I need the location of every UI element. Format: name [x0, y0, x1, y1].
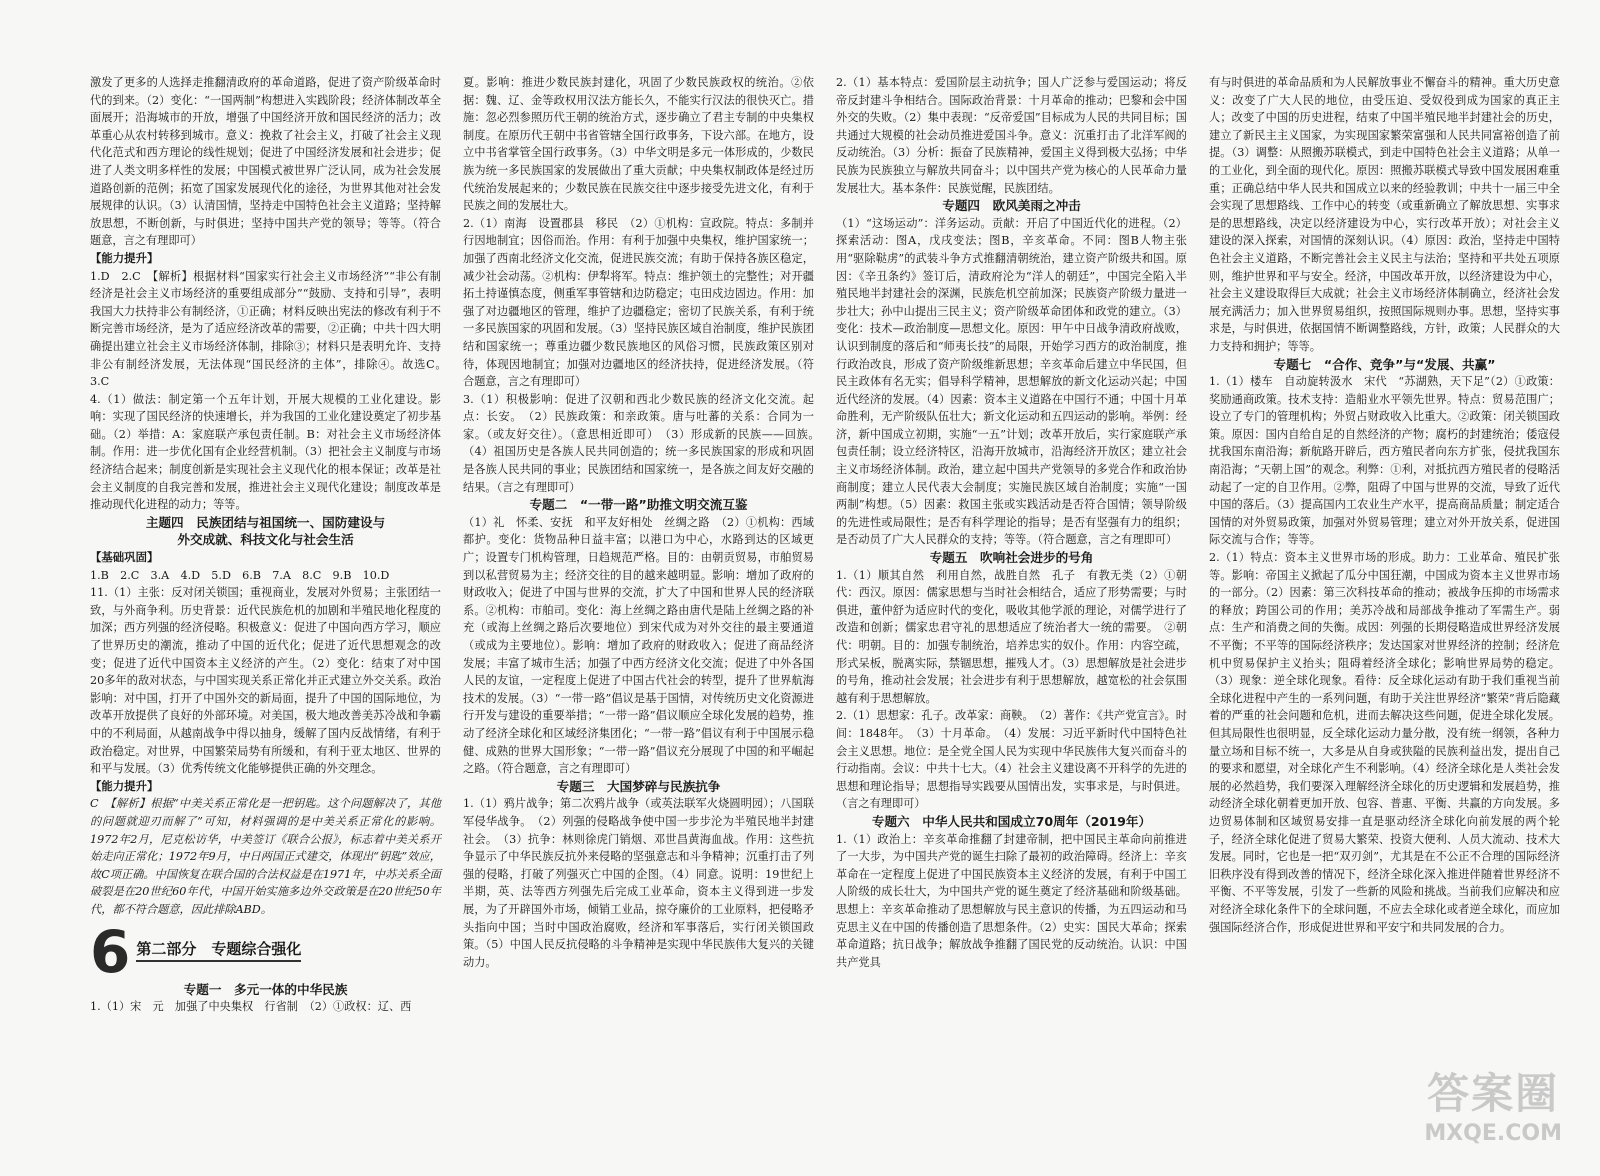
paragraph: 激发了更多的人选择走推翻清政府的革命道路，促进了资产阶级革命时代的到来。（2）变化：“一国两制”构想进入实践阶段；经济体制改革全面展开；沿海城市的开放，增强了中国经济开放和国民经济的活力；改革重心从农村转移到城市。意义：挽救了社会主义，打破了社会主义现代化范式和西方理论的线性规划；促进了中国经济发展和社会进步；促进了人类文明多样性的发展；中国模式被世界广泛认同，成为社会发展道路创新的范例；拓宽了国家发展现代化的途径，为世界其他对社会发展规律的认识。（3）认清国情，坚持走中国特色社会主义道路；坚持解放思想，不断创新，与时俱进；坚持中国共产党的领导；等等。（符合题意，言之有理即可）	[90, 76, 441, 248]
column-4	[1209, 74, 1560, 1136]
paragraph: （1）“这场运动”：洋务运动。贡献：开启了中国近代化的进程。（2）探索活动：图A，戊戌变法；图B，辛亥革命。不同：图B人物主张用“驱除鞑虏”的武装斗争方式推翻清朝统治，建立资产阶级共和国。原因：《辛丑条约》签订后，清政府沦为“洋人的朝廷”，中国完全陷入半殖民地半封建社会的深渊，民族危机空前加深；民族资产阶级力量进一步壮大；孙中山提出三民主义；资产阶级革命团体和政党的建立。（3）变化：技术—政治制度—思想文化。原因：甲午中日战争清政府战败，认识到制度的落后和“师夷长技”的局限，开始学习西方的政治制度，推行政治改良，形成了资产阶级维新思想；辛亥革命后建立中华民国，但民主政体有名无实；倡导科学精神，思想解放的新文化运动兴起；中国近代经济的发展。（4）因素：资本主义道路在中国行不通；中国十月革命胜利，无产阶级队伍壮大；新文化运动和五四运动的影响。举例：经济，新中国成立初期，实施“一五”计划；改革开放后，实行家庭联产承包责任制；设立经济特区，沿海开放城市，沿海经济开放区；建立社会主义市场经济体制。政治，建立起中国共产党领导的多党合作和政治协商制度；建立人民代表大会制度；实施民族区域自治制度；实施“一国两制”构想。（5）因素：救国主张或实践活动是否符合国情；领导阶级的先进性或局限性；是否有科学理论的指导；是否有坚强有力的组织；是否动员了广大人民群众的支持；等等。（符合题意，言之有理即可）	[836, 216, 1187, 547]
topic-heading: 专题五 吹响社会进步的号角	[929, 550, 1094, 566]
watermark-url: MXQE.COM	[1424, 1121, 1562, 1146]
topic-heading: 专题四 欧风美雨之冲击	[942, 198, 1081, 214]
paragraph: 11.（1）主张：反对闭关锁国；重视商业，发展对外贸易；主张团结一致，与外商争利。历史背景：近代民族危机的加剧和半殖民地化程度的加深；西方列强的经济侵略。积极意义：促进了中国向西方学习，顺应了世界历史的潮流，推动了中国的近代化；促进了近代思想观念的改变；促进了近代中国资本主义经济的产生。（2）变化：结束了对中国20多年的敌对状态，与中国实现关系正常化并正式建立外交关系。政治影响：对中国，打开了中国外交的新局面，提升了中国的国际地位，为改革开放提供了良好的外部环境。对美国，极大地改善美苏冷战和争霸中的不利局面，从越南战争中得以抽身，缓解了国内反战情绪，有利于政治稳定。对世界，中国繁荣局势有所缓和，有利于亚太地区、世界的和平与发展。（3）优秀传统文化能够提供正确的外交理念。	[90, 586, 441, 776]
paragraph: 1.（1）顺其自然 利用自然，战胜自然 孔子 有教无类（2）①朝代：西汉。原因：儒家思想与当时社会相结合，适应了形势需要；与时俱进，董仲舒为适应时代的变化，吸收其他学派的理论，对儒学进行了改造和创新；儒家忠君守礼的思想适应了统治者大一统的需要。 ②朝代：明朝。目的：加强专制统治，培养忠实的奴仆。作用：内容空疏，形式呆板，脱离实际，禁锢思想，摧残人才。（3）思想解放是社会进步的号角，推动社会发展；社会进步有利于思想解放，越宽松的社会氛围越有利于思想解放。	[836, 568, 1187, 705]
part-number: 6	[90, 917, 131, 986]
paragraph: 夏。影响：推进少数民族封建化，巩固了少数民族政权的统治。②依据：魏、辽、金等政权用汉法方能长久，不能实行汉法的很快灭亡。措施：忽必烈参照历代王朝的统治方式，逐步确立了君主专制的中央集权制度。在原历代王朝中书省管辖全国行政事务，下设六部。在地方，设立中书省掌管全国行政事务。（3）中华文明是多元一体形成的，少数民族为统一多民族国家的发展做出了重大贡献；中央集权制政体是经过历代统治发展起来的；少数民族在民族交往中逐步接受先进文化，有利于民族之间的发展壮大。	[463, 76, 814, 213]
answer-key: 1.B 2.C 3.A 4.D 5.D 6.B 7.A 8.C 9.B 10.D	[90, 568, 390, 582]
section-label: 【能力提升】	[90, 250, 159, 265]
theme-heading-line2: 外交成就、科技文化与社会生活	[177, 532, 354, 548]
topic-heading: 专题二 “一带一路”助推文明交流互鉴	[529, 497, 748, 513]
topic-heading: 专题一 多元一体的中华民族	[183, 981, 348, 997]
part-banner	[90, 917, 441, 986]
paragraph: 2.（1）思想家：孔子。改革家：商鞅。 （2）著作：《共产党宣言》。时间：1848年。 （3）十月革命。 （4）发展：习近平新时代中国特色社会主义思想。地位：是全党全国人民为实现中华民族伟大复兴而奋斗的行动指南。会议：中共十七大。（4）社会主义建设离不开科学的先进的思想和理论指导；思想指导实践要从国情出发，实事求是，与时俱进。（言之有理即可）	[836, 709, 1187, 811]
paragraph: 1.D 2.C 【解析】根据材料“国家实行社会主义市场经济”“非公有制经济是社会主义市场经济的重要组成部分”“鼓励、支持和引导”，表明我国大力扶持非公有制经济，①正确；材料反映出宪法的修改有利于不断完善市场经济，是为了适应经济改革的需要，②正确；中共十四大明确提出建立社会主义市场经济体制，排除③；材料只是表明允许、支持非公有制经济发展，无法体现“国民经济的主体”，排除④。故选C。 3.C	[90, 269, 453, 389]
paragraph: 有与时俱进的革命品质和为人民解放事业不懈奋斗的精神。重大历史意义：改变了广大人民的地位，由受压迫、受奴役到成为国家的真正主人；改变了中国的历史进程，结束了中国半殖民地半封建社会的历史，建立了新民主主义国家，为实现国家繁荣富强和人民共同富裕创造了前提。（3）调整：从照搬苏联模式，到走中国特色社会主义道路；从单一的工业化，到全面的现代化。原因：照搬苏联模式导致中国发展困难重重；正确总结中华人民共和国成立以来的经验教训；中共十一届三中全会实现了思想路线、工作中心的转变（或重新确立了解放思想、实事求是的思想路线，决定以经济建设为中心，实行改革开放）；对社会主义建设的深入探索，对国情的深刻认识。（4）原因：政治，坚持走中国特色社会主义道路，不断完善社会主义民主与法治；坚持和平共处五项原则，维护世界和平与安全。经济，中国改革开放，以经济建设为中心，社会主义建设取得巨大成就；社会主义市场经济体制确立，经济社会发展充满活力；加入世界贸易组织，按照国际规则办事。思想，坚持实事求是，与时俱进，依据国情不断调整路线，方针，政策；人民群众的大力支持和拥护；等等。	[1209, 76, 1560, 353]
topic-heading: 专题三 大国梦碎与民族抗争	[556, 778, 721, 794]
paragraph: 3.（1）积极影响：促进了汉朝和西北少数民族的经济文化交流。起点：长安。 （2）民族政策：和亲政策。唐与吐蕃的关系：合同为一家。（或友好交往）。（意思相近即可） （3）形成新的民族——回族。 （4）祖国历史是各族人民共同创造的；统一多民族国家的形成和巩固是各族人民共同的事业；民族团结和国家统一，是各族之间友好交融的结果。（言之有理即可）	[463, 392, 826, 494]
topic-heading: 专题七 “合作、竞争”与“发展、共赢”	[1273, 356, 1496, 372]
column-2	[463, 74, 826, 1136]
theme-heading: 主题四 民族团结与祖国统一、国防建设与	[145, 514, 386, 530]
paragraph: （1）礼 怀柔、安抚 和平友好相处 丝绸之路 （2）①机构：西域都护。变化：货物品种日益丰富；以港口为中心，水路到达的区域更广；设置专门机构管理，日趋规范严格。目的：由朝贡贸易，市舶贸易到以私营贸易为主；经济交往的目的越来越明显。影响：增加了政府的财政收入；促进了中国与世界的交流，扩大了中国和世界人民的经济联系。②机构：市舶司。变化：海上丝绸之路由唐代是陆上丝绸之路的补充（或海上丝绸之路后次要地位）到宋代成为对外交往的最主要通道（或成为主要地位）。影响：增加了政府的财政收入；促进了商品经济发展；丰富了城市生活；加强了中西方经济文化交流；促进了中外各国人民的友谊，一定程度上促进了中国古代社会的转型，提升了世界航海技术的发展。（3）“一带一路”倡议是基于国情，对传统历史文化资源进行开发与建设的重要举措；“一带一路”倡议顺应全球化发展的趋势，推动了经济全球化和区域经济集团化；“一带一路”倡议有利于中国展示稳健、成熟的世界大国形象；“一带一路”倡议充分展现了中国的和平崛起之路。（符合题意，言之有理即可）	[463, 515, 814, 776]
paragraph: 1.（1）鸦片战争；第二次鸦片战争（或英法联军火烧圆明园）；八国联军侵华战争。 （2）列强的侵略战争使中国一步步沦为半殖民地半封建社会。 （3）抗争：林则徐虎门销烟、邓世昌黄海血战。作用：这些抗争显示了中华民族反抗外来侵略的坚强意志和斗争精神；沉重打击了列强的侵略，打破了列强灭亡中国的企图。（4）同意。说明：19世纪上半期，英、法等西方列强先后完成工业革命，资本主义得到进一步发展，为了开辟国外市场，倾销工业品，掠夺廉价的工业原料，把侵略矛头指向中国；当时中国政治腐败，经济和军事落后，实行闭关锁国政策。（5）中国人民反抗侵略的斗争精神是实现中华民族伟大复兴的关键动力。	[463, 797, 814, 969]
site-watermark	[1424, 1061, 1562, 1146]
watermark-text: 答案圈	[1427, 1069, 1560, 1118]
column-1	[90, 74, 453, 1136]
paragraph: 1.（1）政治上：辛亥革命推翻了封建帝制，把中国民主革命向前推进了一大步，为中国共产党的诞生扫除了最初的政治障碍。经济上：辛亥革命在一定程度上促进了中国民族资本主义经济的发展，有利于中国工人阶级的成长壮大，为中国共产党的诞生奠定了经济基础和阶级基础。思想上：辛亥革命推动了思想解放与民主意识的传播，为五四运动和马克思主义在中国的传播创造了思想条件。（2）史实：国民大革命；探索革命道路；抗日战争；解放战争推翻了国民党的反动统治。认识：中国共产党具	[836, 832, 1187, 969]
paragraph: 1.（1）楼车 自动旋转汲水 宋代 “苏湖熟，天下足”（2）①政策：奖励通商政策。技术支持：造船业水平领先世界。特点：贸易范围广；设立了专门的管理机构；外贸占财政收入比重大。②政策：闭关锁国政策。原因：国内自给自足的自然经济的产物；腐朽的封建统治；倭寇侵扰我国东南沿海；新航路开辟后，西方殖民者向东方扩张，侵扰我国东南沿海；“天朝上国”的观念。利弊：①利，对抵抗西方殖民者的侵略活动起了一定的自卫作用。②弊，阻碍了中国与世界的交流，导致了近代中国的落后。（3）提高国内工农业生产水平，提高商品质量；制定适合国情的对外贸易政策，加强对外贸易管理；建立对外开放关系，促进国际交流与合作；等等。	[1209, 375, 1560, 547]
paragraph: 2.（1）基本特点：爱国阶层主动抗争；国人广泛参与爱国运动；将反帝反封建斗争相结合。国际政治背景：十月革命的推动；巴黎和会中国外交的失败。（2）集中表现：“反帝爱国”目标成为人民的共同目标；国共通过大规模的社会动员推进爱国斗争。意义：沉重打击了北洋军阀的反动统治。（3）分析：振奋了民族精神，爱国主义得到极大弘扬；中华民族为民族独立与解放共同奋斗；以中国共产党为核心的人民革命力量发展壮大。基本条件：民族觉醒，民族团结。	[836, 76, 1187, 195]
column-3	[836, 74, 1187, 1136]
topic-heading: 专题六 中华人民共和国成立70周年（2019年）	[871, 813, 1152, 829]
section-label: 【基础巩固】	[90, 550, 159, 565]
paragraph: 1.（1）宋 元 加强了中央集权 行省制 （2）①政权：辽、西	[90, 1000, 412, 1014]
section-label: 【能力提升】	[90, 778, 159, 793]
paragraph: C 【解析】根据“中美关系正常化是一把钥匙。这个问题解决了，其他的问题就迎刃而解了”可知，材料强调的是中美关系正常化的影响。1972年2月，尼克松访华，中美签订《联合公报》，标志着中美关系开始走向正常化；1972年9月，中日两国正式建交，体现出“钥匙”效应，故C项正确。中国恢复在联合国的合法权益是在1971年，中苏关系全面破裂是在20世纪60年代，中国开始实施多边外交政策是在20世纪50年代，都不符合题意，因此排除ABD。	[90, 797, 441, 916]
paragraph: 2.（1）南海 设置郡县 移民 （2）①机构：宣政院。特点：多制并行因地制宜；因俗而治。作用：有利于加强中央集权，维护国家统一；加强了西南北经济文化交流，促进民族交流；有助于保持各族区稳定，减少社会动荡。②机构：伊犁将军。特点：维护领土的完整性；对开疆拓土持谨慎态度，侧重军事管辖和边防稳定；屯田戍边固边。作用：加强了对边疆地区的管理，维护了边疆稳定；密切了民族关系，有利于统一多民族国家的巩固和发展。（3）坚持民族区域自治制度，维护民族团结和国家统一；尊重边疆少数民族地区的风俗习惯，民族政策区别对待，体现因地制宜；加强对边疆地区的经济扶持，促进经济发展。（符合题意，言之有理即可）	[463, 216, 814, 389]
paragraph: 4.（1）做法：制定第一个五年计划，开展大规模的工业化建设。影响：实现了国民经济的快速增长，并为我国的工业化建设奠定了初步基础。（2）举措：A：家庭联产承包责任制。B：对社会主义市场经济体制。作用：进一步优化国有企业经营机制。（3）把社会主义制度与市场经济结合起来；制度创新是实现社会主义现代化的根本保证；改革是社会主义制度的自我完善和发展，推进社会主义现代化建设；制度改革是推动现代化进程的动力；等等。	[90, 392, 441, 512]
part-title: 第二部分 专题综合强化	[136, 941, 301, 963]
paragraph: 2.（1）特点：资本主义世界市场的形成。助力：工业革命、殖民扩张等。影响：帝国主义掀起了瓜分中国狂潮，中国成为资本主义世界市场的一部分。（2）因素：第三次科技革命的推动；被战争压抑的市场需求的释放；跨国公司的作用；美苏冷战和局部战争推动了军需生产。弱点：生产和消费之间的失衡。成因：列强的长期侵略造成世界经济发展不平衡；不平等的国际经济秩序；发达国家对世界经济的控制；经济危机中贸易保护主义抬头；阻碍着经济全球化；影响世界局势的稳定。（3）现象：逆全球化现象。看待：反全球化运动有助于我们重视当前全球化进程中产生的一系列问题，有助于关注世界经济“繁荣”背后隐藏着的严重的社会问题和危机，进而去解决这些问题，促进全球化发展。但其局限性也很明显，反全球化运动力量分散，没有统一纲领，各种力量立场和目标不统一，大多是从自身或狭隘的民族利益出发，提出自己的要求和愿望，对全球化产生不利影响。（4）经济全球化是人类社会发展的必然趋势，我们要深入理解经济全球化的历史逻辑和发展趋势，推动经济全球化朝着更加开放、包容、普惠、平衡、共赢的方向发展。多边贸易体制和区域贸易安排一直是驱动经济全球化向前发展的两个轮子，经济全球化促进了贸易大繁荣、投资大便利、人员大流动、技术大发展。同时，它也是一把“双刃剑”，尤其是在不公正不合理的国际经济旧秩序没有得到改善的情况下，经济全球化深入推进伴随着世界经济不平衡、不平等发展，引发了一些新的风险和挑战。当前我们应解决和应对经济全球化条件下的全球问题，不应去全球化或者逆全球化，而应加强国际经济合作，形成促进世界和平安宁和共同发展的合力。	[1209, 551, 1560, 934]
